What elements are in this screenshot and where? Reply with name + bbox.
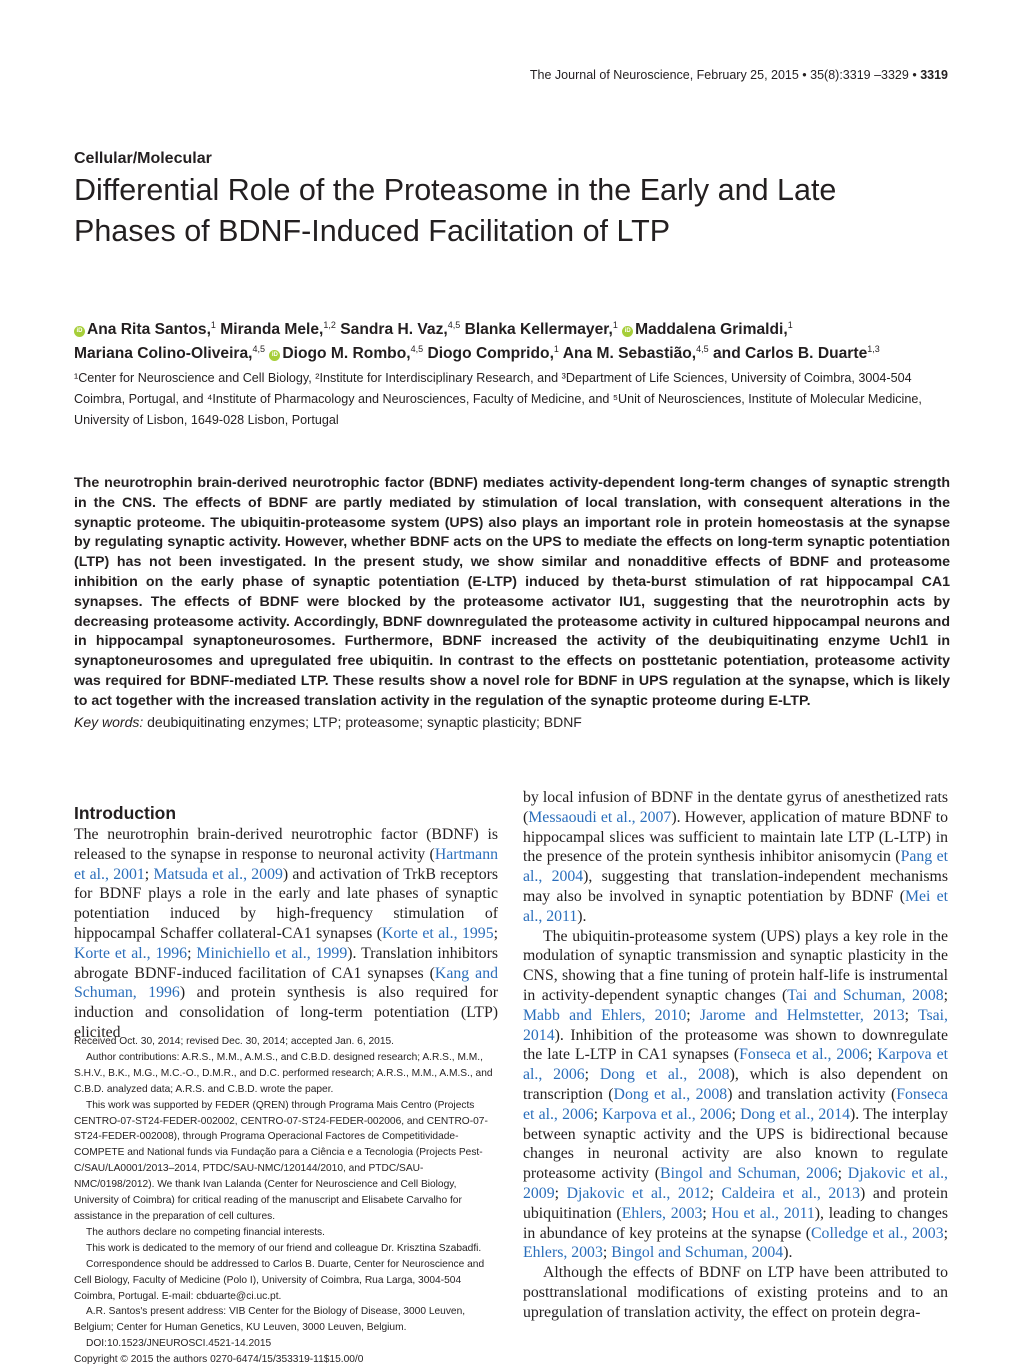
title-line-2: Phases of BDNF-Induced Facilitation of LTP xyxy=(74,214,671,248)
affiliation-line-1: ¹Center for Neuroscience and Cell Biology, ²Institute for Interdisciplinary Research, and ³Department of Life Sciences, University of Coimbra, 3004-504 xyxy=(74,371,912,385)
funding-note: This work was supported by FEDER (QREN) through Programa Mais Centro (Projects CENTRO-07-ST24-FEDER-002002, CENTRO-07-ST24-FEDER-002006, and CENTRO-07-ST24-FEDER-002008), through Programa Operacional Factores de Competitividade- COMPETE and National funds via Fundação para a Ciência e a Tecnologia (Projects Pest-C/SAU/LA0001/2013–2014, PTDC/SAU-NMC/120144/2010, and PTDC/SAU-NMC/0198/2012). We thank Ivan Lalanda (Center for Neuroscience and Cell Biology, University of Coimbra) for critical reading of the manuscript and Elisabete Carvalho for assistance in the preparation of cell cultures. xyxy=(74,1099,488,1222)
orcid-icon[interactable]: iD xyxy=(74,326,85,337)
citation-link[interactable]: Dong et al., 2008 xyxy=(599,1066,730,1084)
competing-interests: The authors declare no competing financial interests. xyxy=(86,1226,325,1238)
correspondence: Correspondence should be addressed to Carlos B. Duarte, Center for Neuroscience and Cell Biology, Faculty of Medicine (Polo I), University of Coimbra, Rua Larga, 3004-504 Coimbra, Portugal. E-mail: cbduarte@ci.uc.pt. xyxy=(74,1258,485,1302)
citation-link[interactable]: Kang and Schuman, 1996 xyxy=(74,964,498,1002)
right-paragraph-1: by local infusion of BDNF in the dentate gyrus of anesthetized rats (Messaoudi et al., 2007). However, application of mature BDNF to hippocampal slices was sufficient to maintain late LTP (L-LTP) in the presence of the protein synthesis inhibitor anisomycin (Pang et al., 2004), suggesting that translation-independent mechanisms may also be involved in synaptic potentiation by BDNF (Mei et al., 2011). xyxy=(523,789,949,925)
footnotes xyxy=(74,1034,498,1368)
memorial-note: This work is dedicated to the memory of our friend and colleague Dr. Krisztina Szabadfi. xyxy=(86,1242,482,1254)
author: Blanka Kellermayer,$^1$ xyxy=(464,320,618,338)
citation-link[interactable]: Bingol and Schuman, 2006 xyxy=(660,1165,838,1183)
citation-link[interactable]: Djakovic et al., 2009 xyxy=(523,1165,948,1202)
title-line-1: Differential Role of the Proteasome in the Early and Late xyxy=(74,173,837,207)
citation-link[interactable]: Korte et al., 1996 xyxy=(74,944,188,962)
citation-link[interactable]: Caldeira et al., 2013 xyxy=(721,1184,861,1202)
citation-link[interactable]: Mabb and Ehlers, 2010 xyxy=(523,1006,687,1024)
citation-link[interactable]: Minichiello et al., 1999 xyxy=(196,944,348,962)
author: Sandra H. Vaz,$^{4,5}$ xyxy=(340,320,461,338)
citation-link[interactable]: Messaoudi et al., 2007 xyxy=(528,808,672,826)
section-label: Cellular/Molecular xyxy=(74,150,212,167)
running-head xyxy=(530,68,948,82)
citation-link[interactable]: Hartmann et al., 2001 xyxy=(74,845,498,883)
citation-link[interactable]: Matsuda et al., 2009 xyxy=(153,865,283,883)
received-dates: Received Oct. 30, 2014; revised Dec. 30, 2014; accepted Jan. 6, 2015. xyxy=(74,1036,394,1047)
author: Miranda Mele,$^{1,2}$ xyxy=(220,320,336,338)
keywords-label: Key words: xyxy=(74,714,144,730)
citation-link[interactable]: Bingol and Schuman, 2004 xyxy=(611,1244,784,1262)
orcid-icon[interactable]: iD xyxy=(622,326,633,337)
introduction-heading: Introduction xyxy=(74,803,177,823)
right-paragraph-2: The ubiquitin-proteasome system (UPS) plays a key role in the modulation of synaptic transmission and synaptic plasticity in the CNS, showing that a fine tuning of protein half-life is instrumental in activity-dependent synaptic changes (Tai and Schuman, 2008; Mabb and Ehlers, 2010; Jarome and Helmstetter, 2013; Tsai, 2014). Inhibition of the proteasome was shown to downregulate the late L-LTP in CA1 synapses (Fonseca et al., 2006; Karpova et al., 2006; Dong et al., 2008), which is also dependent on transcription (Dong et al., 2008) and translation activity (Fonseca et al., 2006; Karpova et al., 2006; Dong et al., 2014). The interplay between synaptic activity and the UPS is bidirectional because changes in neuronal activity are also known to regulate proteasome activity (Bingol and Schuman, 2006; Djakovic et al., 2009; Djakovic et al., 2012; Caldeira et al., 2013) and protein ubiquitination (Ehlers, 2003; Hou et al., 2011), leading to changes in abundance of key proteins at the synapse (Colledge et al., 2003; Ehlers, 2003; Bingol and Schuman, 2004). xyxy=(523,927,949,1262)
citation-link[interactable]: Dong et al., 2008 xyxy=(613,1085,728,1103)
affiliation-line-2: Coimbra, Portugal, and ⁴Institute of Pharmacology and Neurosciences, Faculty of Medicine, and ⁵Unit of Neurosciences, Institute of Molecular Medicine, xyxy=(74,392,922,406)
author-list xyxy=(74,318,954,366)
right-paragraph-3: Although the effects of BDNF on LTP have been attributed to posttranslational modifications of existing proteins and to an upregulation of translation activity, the effect on protein degra- xyxy=(523,1264,948,1321)
author-contributions: Author contributions: A.R.S., M.M., A.M.S., and C.B.D. designed research; A.R.S., M.M., S.H.V., B.K., M.G., M.C.-O., D.M.R., and D.C. performed research; A.R.S., M.M., A.M.S., and C.B.D. analyzed data; A.R.S. and C.B.D. wrote the paper. xyxy=(74,1051,493,1095)
present-address: A.R. Santos's present address: VIB Center for the Biology of Disease, 3000 Leuven, Belgium; Center for Human Genetics, KU Leuven, 3000 Leuven, Belgium. xyxy=(74,1306,466,1334)
citation-link[interactable]: Fonseca et al., 2006 xyxy=(523,1085,949,1123)
intro-paragraph-1: The neurotrophin brain-derived neurotrophic factor (BDNF) is released to the synapse in response to neuronal activity (Hartmann et al., 2001; Matsuda et al., 2009) and activation of TrkB receptors for BDNF plays a role in the early and late phases of synaptic potentiation induced by high-frequency stimulation of hippocampal Schaffer collateral-CA1 synapses (Korte et al., 1995; Korte et al., 1996; Minichiello et al., 1999). Translation inhibitors abrogate BDNF-induced facilitation of CA1 synapses (Kang and Schuman, 1996) and protein synthesis is also required for induction and consolidation of long-term potentiation (LTP) elicited xyxy=(74,826,499,1041)
author: Diogo Comprido,$^1$ xyxy=(427,344,559,362)
orcid-icon[interactable]: iD xyxy=(269,350,280,361)
affiliations xyxy=(74,368,954,431)
citation-link[interactable]: Djakovic et al., 2012 xyxy=(566,1184,710,1202)
citation-link[interactable]: Fonseca et al., 2006 xyxy=(739,1046,868,1064)
doi[interactable]: DOI:10.1523/JNEUROSCI.4521-14.2015 xyxy=(86,1338,272,1350)
journal-citation: The Journal of Neuroscience, February 25, 2015 • 35(8):3319 –3329 • xyxy=(529,68,917,82)
page-number: 3319 xyxy=(920,68,948,82)
keywords-text: deubiquitinating enzymes; LTP; proteasome; synaptic plasticity; BDNF xyxy=(147,714,582,730)
author-line-1 xyxy=(74,318,954,342)
article-title xyxy=(74,170,954,252)
citation-link[interactable]: Tsai, 2014 xyxy=(523,1006,948,1044)
author: iD Ana Rita Santos,$^1$ xyxy=(74,321,216,338)
citation-link[interactable]: Korte et al., 1995 xyxy=(381,924,494,942)
abstract: The neurotrophin brain-derived neurotrophic factor (BDNF) mediates activity-dependent long-term changes of synaptic strength in the CNS. The effects of BDNF are partly mediated by stimulation of local translation, with consequent alterations in the synaptic proteome. The ubiquitin-proteasome system (UPS) also plays an important role in protein homeostasis at the synapse by regulating synaptic activity. However, whether BDNF acts on the UPS to mediate the effects on long-term synaptic potentiation (LTP) has not been investigated. In the present study, we show similar and nonadditive effects of BDNF and proteasome inhibition on the early phase of synaptic potentiation (E-LTP) induced by theta-burst stimulation of rat hippocampal CA1 synapses. The effects of BDNF were blocked by the proteasome activator IU1, suggesting that the neurotrophin acts by decreasing proteasome activity. Accordingly, BDNF downregulated the proteasome activity in cultured hippocampal neurons and in hippocampal synaptoneurosomes. Furthermore, BDNF increased the activity of the deubiquitinating enzyme Uchl1 in synaptoneurosomes and upregulated free ubiquitin. In contrast to the effects on posttetanic potentiation, proteasome activity was required for BDNF-mediated LTP. These results show a novel role for BDNF in UPS regulation at the synapse, which is likely to act together with the increased translation activity in the regulation of the synaptic proteome during E-LTP. xyxy=(74,475,950,709)
citation-link[interactable]: Colledge et al., 2003 xyxy=(811,1224,944,1242)
citation-link[interactable]: Ehlers, 2003 xyxy=(621,1204,703,1222)
affiliation-line-3: University of Lisbon, 1649-028 Lisbon, Portugal xyxy=(74,413,339,427)
citation-link[interactable]: Mei et al., 2011 xyxy=(523,887,949,925)
citation-link[interactable]: Karpova et al., 2006 xyxy=(523,1046,948,1084)
author: iD Diogo M. Rombo,$^{4,5}$ xyxy=(269,345,423,362)
citation-link[interactable]: Ehlers, 2003 xyxy=(523,1244,603,1262)
author: Ana M. Sebastião,$^{4,5}$ xyxy=(562,344,709,362)
copyright: Copyright © 2015 the authors 0270-6474/15/353319-11$15.00/0 xyxy=(74,1354,364,1366)
author: iD Maddalena Grimaldi,$^1$ xyxy=(622,321,793,338)
citation-link[interactable]: Tai and Schuman, 2008 xyxy=(787,986,944,1004)
citation-link[interactable]: Dong et al., 2014 xyxy=(740,1105,851,1123)
author: Mariana Colino-Oliveira,$^{4,5}$ xyxy=(74,344,266,362)
keywords xyxy=(74,714,582,730)
author-line-2 xyxy=(74,342,954,366)
author: and Carlos B. Duarte$^{1,3}$ xyxy=(713,344,880,362)
right-column xyxy=(523,788,948,1323)
citation-link[interactable]: Karpova et al., 2006 xyxy=(602,1105,732,1123)
left-column xyxy=(74,802,498,1043)
citation-link[interactable]: Hou et al., 2011 xyxy=(711,1204,815,1222)
citation-link[interactable]: Pang et al., 2004 xyxy=(523,848,948,886)
citation-link[interactable]: Jarome and Helmstetter, 2013 xyxy=(699,1006,905,1024)
